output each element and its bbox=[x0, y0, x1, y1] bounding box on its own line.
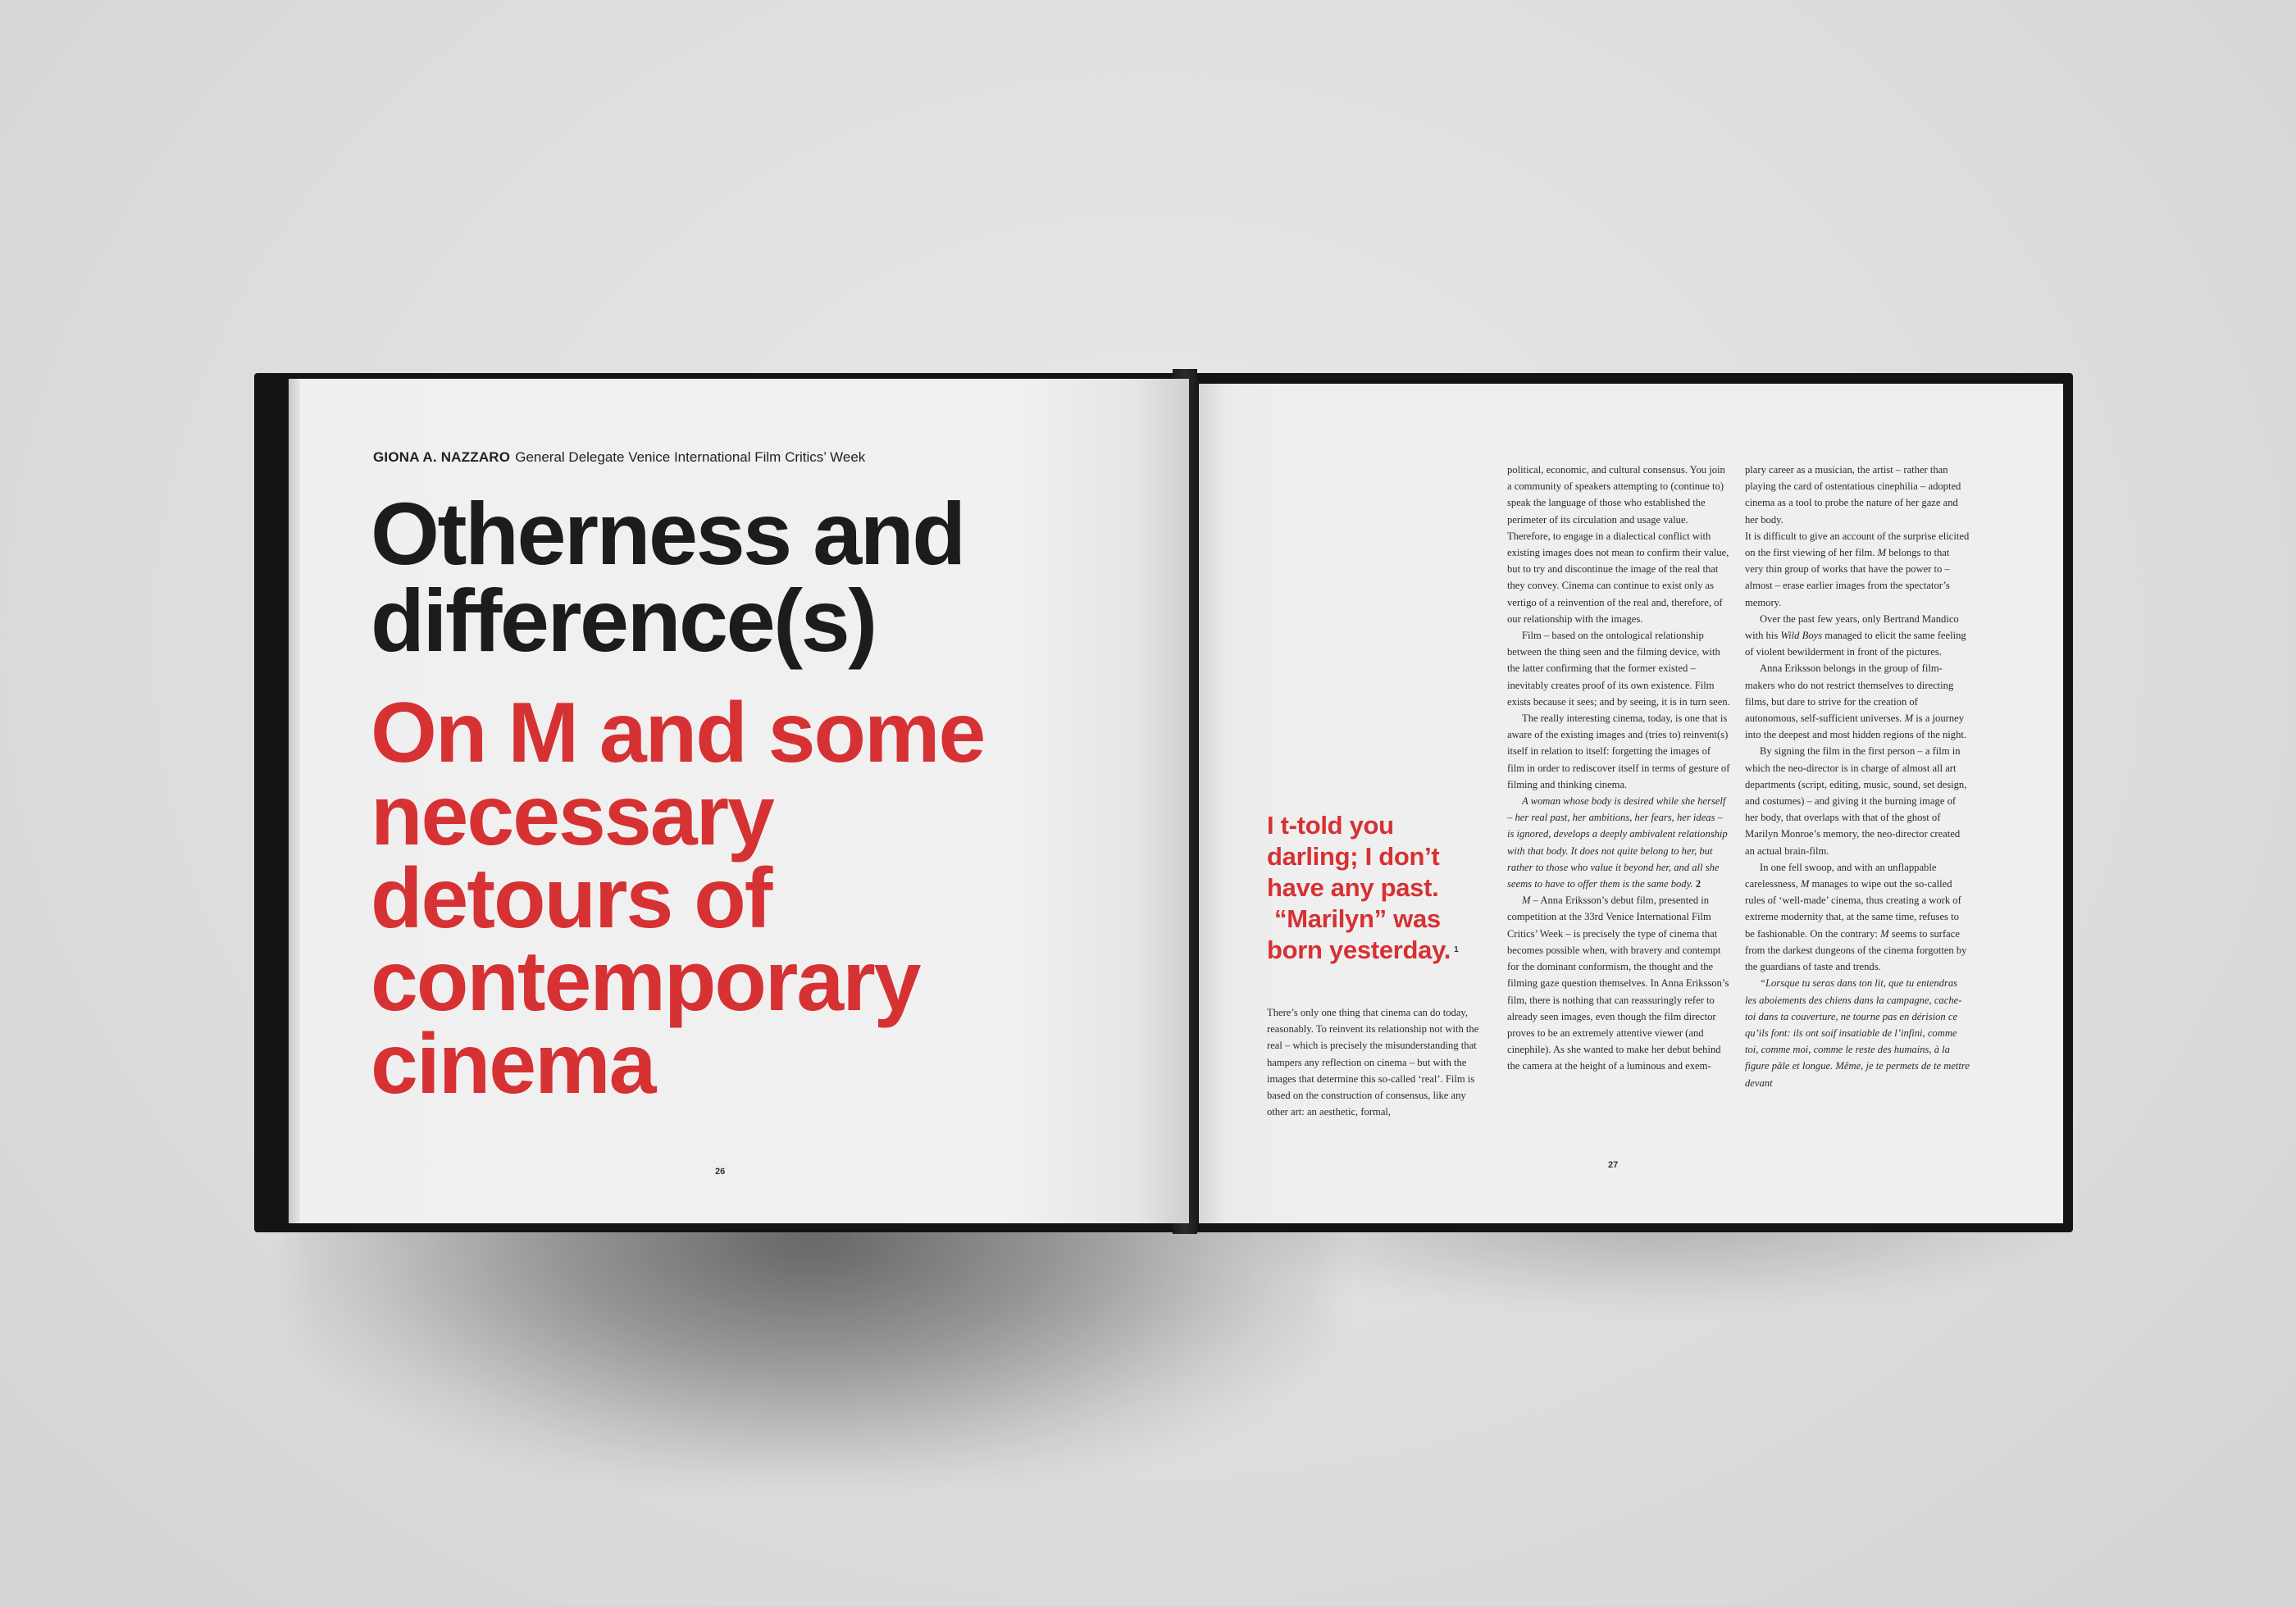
paragraph-text: In one fell swoop, and with an unflappable carelessness, bbox=[1745, 861, 1937, 890]
pull-quote-line: have any past. bbox=[1267, 873, 1439, 902]
footnote-marker: 1 bbox=[1454, 945, 1459, 954]
paragraph-text: belongs to that very thin group of works that have the power to – almost – erase earlier images from the spectator’s memory. bbox=[1745, 547, 1950, 608]
pull-quote-line: darling; I don’t bbox=[1267, 842, 1440, 871]
page-edge bbox=[289, 379, 300, 1223]
subtitle-line: detours of bbox=[371, 851, 772, 946]
author-line bbox=[373, 449, 865, 466]
page-number-left: 26 bbox=[715, 1167, 726, 1177]
body-column-2 bbox=[1507, 462, 1730, 1075]
subtitle-line: necessary bbox=[371, 768, 773, 863]
paragraph-italic-quote bbox=[1745, 975, 1970, 1090]
film-title: M bbox=[1877, 547, 1887, 559]
subtitle-line: On M and some bbox=[371, 685, 985, 781]
pull-quote-line: “Marilyn” was bbox=[1274, 904, 1441, 933]
pull-quote-line: born yesterday. bbox=[1267, 936, 1451, 964]
pull-quote bbox=[1267, 810, 1480, 966]
paragraph-text: Over the past few years, only Bertrand Mandico with his bbox=[1745, 612, 1959, 642]
paragraph bbox=[1745, 859, 1970, 975]
paragraph: There’s only one thing that cinema can do today, reasonably. To reinvent its relationship not with the real – which is precisely the misunderstanding that hampers any reflection on cinema – but with the images that determine this so-called ‘real’. Film is based on the construction of consensus, like any other art: an aesthetic, formal, bbox=[1267, 1007, 1479, 1118]
paragraph bbox=[1745, 660, 1970, 743]
author-name: GIONA A. NAZZARO bbox=[373, 449, 511, 465]
film-title: M bbox=[1800, 878, 1810, 890]
subtitle-line: cinema bbox=[371, 1017, 655, 1112]
paragraph: By signing the film in the first person – a film in which the neo-director is in charge of almost all art departments (script, editing, music, sound, set design, and costumes) – and giving it the burning image of her body, that overlaps with that of the ghost of Marilyn Monroe’s memory, the neo-director created an actual brain-film. bbox=[1745, 745, 1967, 857]
paragraph-text: Anna Eriksson belongs in the group of film-makers who do not restrict themselves to directing films, but dare to strive for the creation of autonomous, self-sufficient universes. bbox=[1745, 662, 1954, 725]
paragraph: The really interesting cinema, today, is one that is aware of the existing images and (tries to) reinvent(s) itself in relation to itself: forgetting the images of film in order to rediscover itself in terms of gesture of filming and thinking cinema. bbox=[1507, 712, 1730, 790]
film-title: M bbox=[1522, 895, 1531, 907]
paragraph-text: It is difficult to give an account of the surprise elicited on the first viewing of her film. bbox=[1745, 530, 1970, 559]
paragraph bbox=[1745, 528, 1970, 611]
italic-quote: “Lorsque tu seras dans ton lit, que tu entendras les aboiements des chiens dans la campagne, cache-toi dans ta couverture, ne tourne pas en dérision ce qu’ils font: ils ont soif insatiable de l’infini, comme toi, comme moi, comme le reste des humains, à la figure pâle et longue. Même, je te permets de te mettre devant bbox=[1745, 977, 1970, 1089]
body-column-1 bbox=[1267, 1004, 1485, 1120]
paragraph-text: managed to elicit the same feeling of violent bewilderment in front of the pictures. bbox=[1745, 630, 1966, 658]
paragraph-text: – Anna Eriksson’s debut film, presented in competition at the 33rd Venice International Film Critics’ Week – is precisely the type of cinema that becomes possible when, with bravery and contempt for the dominant conformism, the thought and the filming gaze question themselves. In Anna Eriksson’s film, there is nothing that can reassuringly refer to already seen images, even though the film director proves to be an extremely attentive viewer (and cinephile). As she wanted to make her debut behind the camera at the height of a luminous and exem- bbox=[1507, 895, 1729, 1072]
film-title: Wild Boys bbox=[1780, 630, 1823, 642]
paragraph-italic-quote bbox=[1507, 793, 1730, 892]
paragraph: plary career as a musician, the artist – rather than playing the card of ostentatious cinephilia – adopted cinema as a tool to probe the nature of her gaze and her body. bbox=[1745, 464, 1961, 526]
pull-quote-line: I t-told you bbox=[1267, 811, 1394, 840]
article-title bbox=[371, 484, 1109, 670]
author-role: General Delegate Venice International Film Critics’ Week bbox=[515, 449, 866, 465]
paragraph bbox=[1745, 611, 1970, 661]
paragraph-text: is a journey into the deepest and most hidden regions of the night. bbox=[1745, 712, 1967, 741]
paragraph bbox=[1507, 892, 1730, 1074]
body-column-3 bbox=[1745, 462, 1970, 1091]
film-title: M bbox=[1880, 927, 1889, 940]
page-number-right: 27 bbox=[1608, 1160, 1619, 1170]
film-title: M bbox=[1904, 712, 1914, 725]
subtitle-line: contemporary bbox=[371, 934, 920, 1029]
footnote-marker: 2 bbox=[1695, 878, 1702, 890]
paragraph-text: seems to surface from the darkest dungeons of the cinema forgotten by the guardians of taste and trends. bbox=[1745, 927, 1967, 973]
italic-quote: A woman whose body is desired while she herself – her real past, her ambitions, her fears, her ideas – is ignored, develops a deeply ambivalent relationship with that body. It does not quite belong to her, but rather to those who value it beyond her, and all she seems to have to offer them is the same body. bbox=[1507, 795, 1728, 890]
paragraph-text: manages to wipe out the so-called rules of ‘well-made’ cinema, thus creating a work of extreme modernity that, at the same time, refuses to be fashionable. On the contrary: bbox=[1745, 878, 1961, 940]
paragraph: political, economic, and cultural consensus. You join a community of speakers attempting to (continue to) speak the language of those who established the perimeter of its circulation and usage value. Therefore, to engage in a dialectical conflict with existing images does not mean to confirm their value, but to try and discontinue the image of the real that they convey. Cinema can continue to exist only as vertigo of a reinvention of the real and, therefore, of our relationship with the images. bbox=[1507, 464, 1729, 625]
title-line: Otherness and bbox=[371, 484, 964, 583]
article-subtitle bbox=[371, 685, 1109, 1112]
paragraph: Film – based on the ontological relationship between the thing seen and the filming device, with the latter confirming that the former existed – inevitably creates proof of its own existence. Film exists because it sees; and by seeing, it is in turn seen. bbox=[1507, 630, 1730, 708]
title-line: difference(s) bbox=[371, 571, 876, 670]
